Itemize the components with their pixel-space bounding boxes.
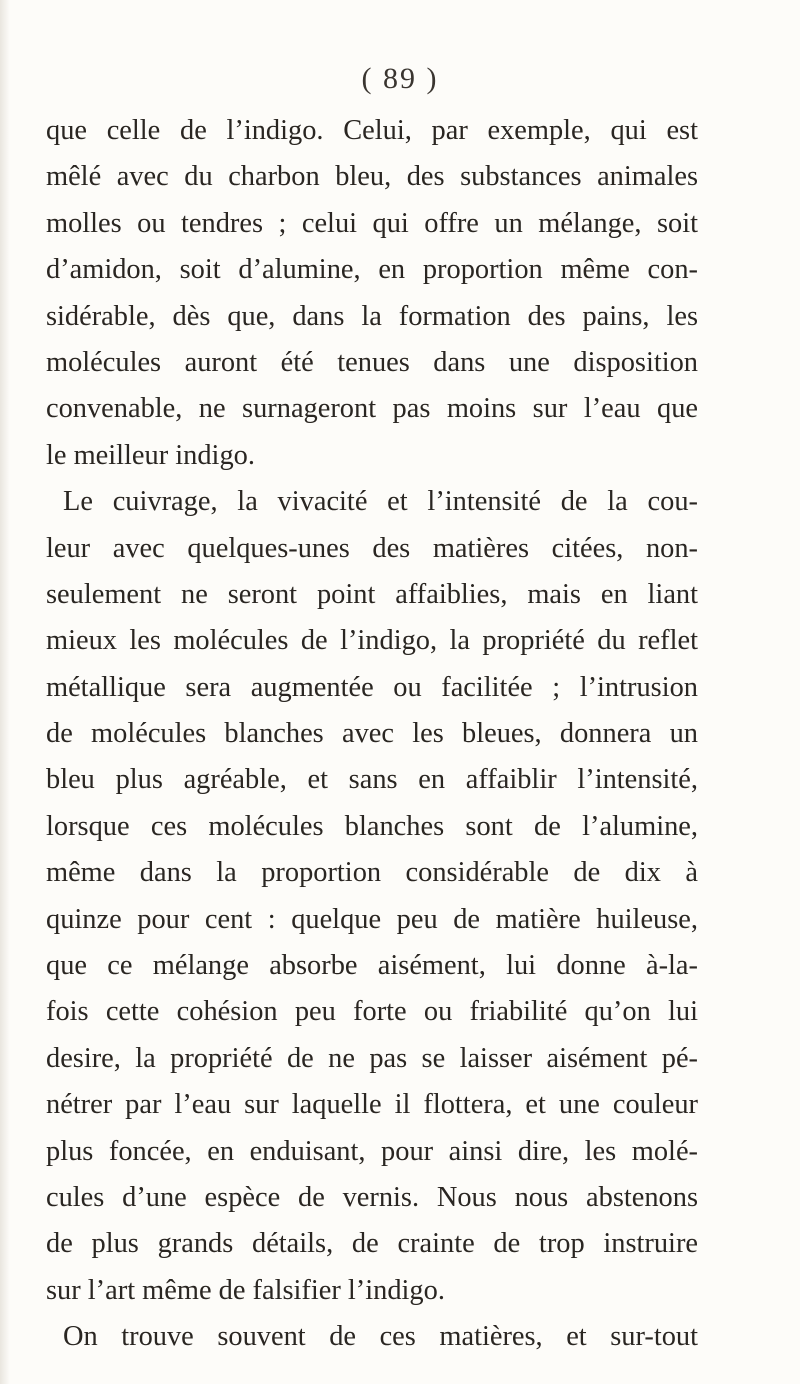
page-edge-shadow: [0, 0, 10, 1384]
text-line: mêlé avec du charbon bleu, des substances animales: [46, 161, 698, 193]
text-line: desire, la propriété de ne pas se laisser aisément pé-: [46, 1042, 698, 1074]
body-text: [46, 108, 698, 1361]
text-line: que ce mélange absorbe aisément, lui donne à-la-: [46, 950, 698, 982]
text-line: nétrer par l’eau sur laquelle il flottera, et une couleur: [46, 1089, 698, 1121]
text-line: métallique sera augmentée ou facilitée ; l’intrusion: [46, 671, 698, 703]
text-line: mieux les molécules de l’indigo, la propriété du reflet: [46, 625, 698, 657]
text-line: molécules auront été tenues dans une disposition: [46, 346, 698, 378]
text-line: de molécules blanches avec les bleues, donnera un: [46, 718, 698, 750]
text-line: le meilleur indigo.: [46, 439, 255, 471]
text-line: quinze pour cent : quelque peu de matière huileuse,: [46, 903, 698, 935]
text-line: seulement ne seront point affaiblies, mais en liant: [46, 578, 698, 610]
text-line: lorsque ces molécules blanches sont de l’alumine,: [46, 810, 698, 842]
text-line: d’amidon, soit d’alumine, en proportion même con-: [46, 254, 698, 286]
text-line: molles ou tendres ; celui qui offre un mélange, soit: [46, 207, 698, 239]
text-line: cules d’une espèce de vernis. Nous nous abstenons: [46, 1181, 698, 1213]
text-line: convenable, ne surnageront pas moins sur l’eau que: [46, 393, 698, 425]
text-line: bleu plus agréable, et sans en affaiblir l’intensité,: [46, 764, 698, 796]
text-line: sur l’art même de falsifier l’indigo.: [46, 1274, 445, 1306]
page-number: ( 89 ): [361, 62, 439, 95]
text-line: même dans la proportion considérable de dix à: [46, 857, 698, 889]
text-line: plus foncée, en enduisant, pour ainsi dire, les molé-: [46, 1135, 698, 1167]
text-line: Le cuivrage, la vivacité et l’intensité de la cou-: [63, 486, 698, 518]
text-line: de plus grands détails, de crainte de trop instruire: [46, 1228, 698, 1260]
text-line: fois cette cohésion peu forte ou friabilité qu’on lui: [46, 996, 698, 1028]
text-line: leur avec quelques-unes des matières citées, non-: [46, 532, 698, 564]
text-line: On trouve souvent de ces matières, et sur-tout: [63, 1321, 698, 1353]
text-line: sidérable, dès que, dans la formation des pains, les: [46, 300, 698, 332]
text-line: que celle de l’indigo. Celui, par exemple, qui est: [46, 115, 698, 146]
